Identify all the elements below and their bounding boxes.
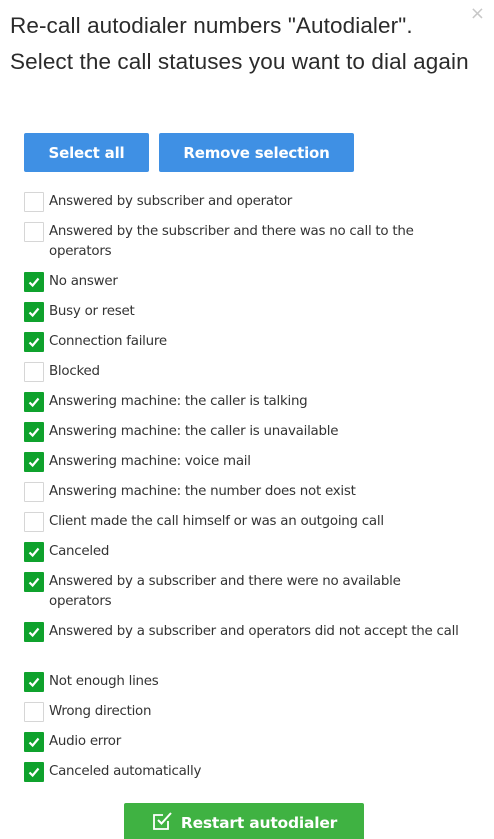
- checkbox-checked[interactable]: [24, 392, 44, 412]
- status-label: Answering machine: the caller is unavailable: [49, 424, 339, 439]
- status-item[interactable]: [24, 762, 464, 782]
- check-icon: [27, 625, 41, 639]
- check-icon: [27, 455, 41, 469]
- status-label: Wrong direction: [49, 704, 152, 719]
- remove-selection-button[interactable]: Remove selection: [159, 133, 354, 172]
- status-label: Answering machine: voice mail: [49, 454, 251, 469]
- status-item[interactable]: [24, 222, 464, 262]
- check-icon: [27, 395, 41, 409]
- status-item[interactable]: [24, 422, 464, 442]
- status-item[interactable]: [24, 672, 464, 692]
- restart-label: Restart autodialer: [180, 814, 338, 832]
- checkbox-unchecked[interactable]: [24, 362, 44, 382]
- select-all-button[interactable]: Select all: [24, 133, 149, 172]
- status-item[interactable]: [24, 192, 464, 212]
- check-icon: [27, 765, 41, 779]
- status-label: Answered by a subscriber and there were no available operators: [49, 574, 401, 609]
- dialog-title: Re-call autodialer numbers "Autodialer". Select the call statuses you want to dial again: [10, 13, 469, 74]
- status-item[interactable]: [24, 392, 464, 412]
- checkbox-unchecked[interactable]: [24, 192, 44, 212]
- checkbox-checked[interactable]: [24, 572, 44, 592]
- checkbox-checked[interactable]: [24, 332, 44, 352]
- status-item[interactable]: [24, 512, 464, 532]
- status-item[interactable]: [24, 482, 464, 502]
- status-label: Canceled: [49, 544, 110, 559]
- status-label: Answered by the subscriber and there was no call to the operators: [49, 224, 414, 259]
- checkbox-checked[interactable]: [24, 732, 44, 752]
- status-label: Not enough lines: [49, 674, 159, 689]
- status-item[interactable]: [24, 732, 464, 752]
- status-label: Answering machine: the caller is talking: [49, 394, 308, 409]
- status-item[interactable]: [24, 272, 464, 292]
- status-label: Connection failure: [49, 334, 167, 349]
- checkbox-unchecked[interactable]: [24, 702, 44, 722]
- close-icon[interactable]: ×: [469, 3, 485, 24]
- checkbox-checked[interactable]: [24, 452, 44, 472]
- checkbox-checked[interactable]: [24, 272, 44, 292]
- check-icon: [27, 675, 41, 689]
- checkbox-checked[interactable]: [24, 302, 44, 322]
- status-label: Audio error: [49, 734, 121, 749]
- status-label: Answered by subscriber and operator: [49, 194, 293, 209]
- status-label: Client made the call himself or was an outgoing call: [49, 514, 384, 529]
- restart-autodialer-button[interactable]: [124, 803, 364, 839]
- checkbox-unchecked[interactable]: [24, 222, 44, 242]
- status-item[interactable]: [24, 622, 464, 642]
- check-icon: [27, 575, 41, 589]
- check-icon: [27, 425, 41, 439]
- check-icon: [27, 275, 41, 289]
- checkbox-unchecked[interactable]: [24, 482, 44, 502]
- status-item[interactable]: [24, 572, 464, 612]
- checkbox-checked[interactable]: [24, 542, 44, 562]
- status-item[interactable]: [24, 362, 464, 382]
- checkbox-unchecked[interactable]: [24, 512, 44, 532]
- selection-buttons: [24, 133, 354, 172]
- status-item[interactable]: [24, 452, 464, 472]
- checkbox-checked[interactable]: [24, 422, 44, 442]
- status-label: Blocked: [49, 364, 100, 379]
- check-icon: [27, 735, 41, 749]
- status-item[interactable]: [24, 542, 464, 562]
- status-item[interactable]: [24, 302, 464, 322]
- checkbox-checked[interactable]: [24, 672, 44, 692]
- status-label: Answered by a subscriber and operators did not accept the call: [49, 624, 459, 639]
- status-label: Answering machine: the number does not exist: [49, 484, 356, 499]
- checkbox-checked[interactable]: [24, 622, 44, 642]
- check-icon: [27, 335, 41, 349]
- status-item[interactable]: [24, 332, 464, 352]
- restart-check-icon: [151, 810, 173, 836]
- status-label: No answer: [49, 274, 118, 289]
- checkbox-checked[interactable]: [24, 762, 44, 782]
- status-label: Canceled automatically: [49, 764, 202, 779]
- check-icon: [27, 545, 41, 559]
- check-icon: [27, 305, 41, 319]
- status-label: Busy or reset: [49, 304, 135, 319]
- status-item[interactable]: [24, 702, 464, 722]
